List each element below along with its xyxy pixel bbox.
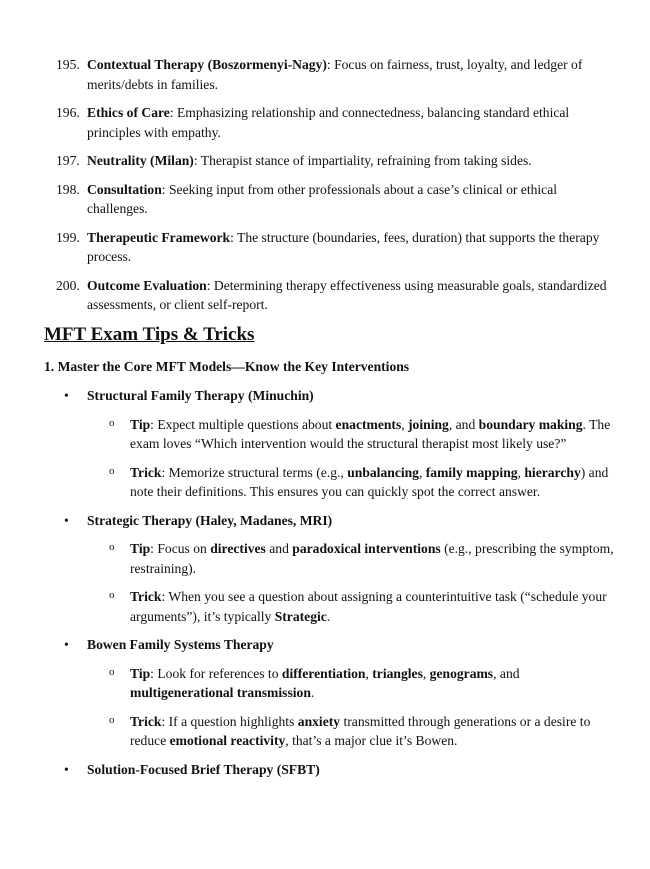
subsection-title: 1. Master the Core MFT Models—Know the Key Interventions: [44, 359, 410, 374]
bullet-text: : Memorize structural terms (e.g.,: [161, 464, 348, 480]
bullet-term: genograms: [429, 665, 494, 681]
model-title: • Structural Family Therapy (Minuchin): [44, 386, 614, 406]
bullet-term: boundary making: [478, 416, 583, 432]
bullet-term: unbalancing: [347, 464, 419, 480]
bullet-term: triangles: [372, 665, 423, 681]
bullet-text: transmitted through generations or a desire to reduce: [130, 713, 591, 748]
definition: : Seeking input from other professionals about a case’s clinical or ethical challenges.: [87, 181, 558, 216]
bullet-text: : Expect multiple questions about: [150, 416, 336, 432]
bullet-text: .: [310, 685, 315, 700]
model-bullets: [44, 664, 614, 751]
bullet-term: paradoxical interventions: [292, 541, 441, 556]
bullet-term: differentiation: [281, 665, 366, 681]
list-item: [44, 55, 614, 94]
definition: : Determining therapy effectiveness using measurable goals, standardized assessments, or client self-report.: [87, 277, 607, 312]
list-item: [44, 276, 614, 315]
bullet-text: : Look for references to: [150, 665, 282, 681]
bullet-text: ,: [418, 464, 426, 480]
list-item: [44, 228, 614, 267]
bullet-lead: Trick: [130, 464, 162, 480]
bullet-term: Strategic: [274, 608, 327, 624]
list-item: [44, 180, 614, 219]
item-number: 198.: [56, 181, 80, 197]
tip-item: [44, 415, 614, 454]
bullet-text: , that’s a major clue it’s Bowen.: [285, 733, 458, 748]
model-title: • Strategic Therapy (Haley, Madanes, MRI): [44, 511, 614, 531]
bullet-term: emotional reactivity: [169, 733, 286, 748]
bullet-term: hierarchy: [524, 464, 581, 480]
model-title: • Bowen Family Systems Therapy: [44, 635, 614, 655]
term: Ethics of Care: [87, 105, 170, 120]
tips-section: [44, 386, 614, 788]
bullet-term: family mapping: [425, 464, 518, 480]
bullet-lead: Tip: [130, 541, 151, 556]
definitions-list: [44, 55, 614, 324]
definition: : Therapist stance of impartiality, refraining from taking sides.: [193, 153, 532, 168]
item-number: 195.: [56, 57, 80, 72]
bullet-text: ,: [401, 416, 409, 432]
bullet-term: joining: [408, 416, 449, 432]
tip-item: [44, 539, 614, 578]
definition: : Emphasizing relationship and connectedness, balancing standard ethical principles with empathy.: [87, 105, 570, 140]
item-number: 197.: [56, 153, 80, 168]
bullet-text: : Focus on: [150, 541, 211, 556]
bullet-text: ,: [517, 464, 525, 480]
bullet-text: : When you see a question about assigning a counterintuitive task (“schedule your arguments”), it’s typically: [130, 589, 607, 624]
list-item: [44, 151, 614, 171]
bullet-lead: Trick: [130, 589, 162, 604]
section-heading: MFT Exam Tips & Tricks: [44, 324, 255, 345]
term: Therapeutic Framework: [87, 229, 231, 245]
trick-item: [44, 587, 614, 626]
bullet-text: (e.g., prescribing the symptom, restraining).: [130, 541, 614, 576]
model-bullets: [44, 539, 614, 626]
bullet-text: : If a question highlights: [161, 713, 298, 729]
list-item: [44, 103, 614, 142]
term: Contextual Therapy (Boszormenyi-Nagy): [87, 57, 327, 72]
tip-item: [44, 664, 614, 703]
bullet-lead: Trick: [130, 713, 162, 729]
bullet-text: , and: [448, 416, 479, 432]
item-number: 199.: [56, 229, 80, 245]
definition: : The structure (boundaries, fees, duration) that supports the therapy process.: [87, 229, 600, 264]
bullet-text: ,: [422, 665, 430, 681]
bullet-term: enactments: [335, 416, 402, 432]
bullet-term: multigenerational transmission: [130, 685, 311, 700]
bullet-text: ) and note their definitions. This ensures you can quickly spot the correct answer.: [130, 464, 609, 499]
model-bullets: [44, 415, 614, 502]
bullet-lead: Tip: [130, 416, 151, 432]
bullet-lead: Tip: [130, 665, 151, 681]
bullet-text: ,: [365, 665, 373, 681]
trick-item: [44, 463, 614, 502]
definition: : Focus on fairness, trust, loyalty, and ledger of merits/debts in families.: [87, 57, 583, 92]
bullet-text: .: [326, 608, 331, 624]
item-number: 196.: [56, 105, 80, 120]
bullet-term: anxiety: [297, 713, 341, 729]
trick-item: [44, 712, 614, 751]
item-number: 200.: [56, 277, 80, 293]
term: Outcome Evaluation: [87, 277, 207, 293]
bullet-text: . The exam loves “Which intervention would the structural therapist most likely use?”: [130, 416, 611, 451]
term: Neutrality (Milan): [87, 153, 194, 168]
bullet-term: directives: [210, 541, 266, 556]
term: Consultation: [87, 181, 162, 197]
bullet-text: and: [265, 541, 293, 556]
bullet-text: , and: [493, 665, 520, 681]
model-title: • Solution-Focused Brief Therapy (SFBT): [44, 760, 614, 780]
